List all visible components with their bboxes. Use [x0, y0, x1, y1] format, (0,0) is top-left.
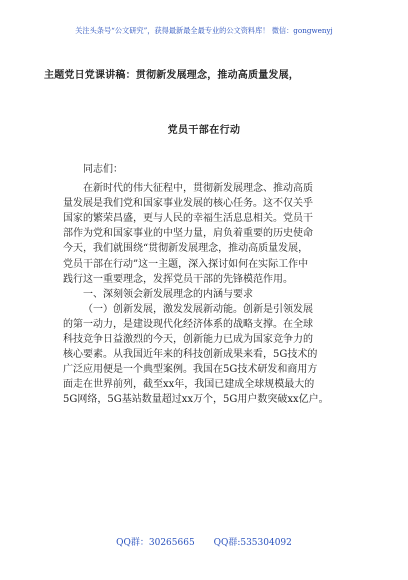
body-line: 核心要素。从我国近年来的科技创新成果来看，5G技术的: [63, 349, 318, 361]
body-line: 面走在世界前列，截至xx年，我国已建成全球规模最大的: [63, 379, 315, 391]
document-title-line1: 主题党日党课讲稿：贯彻新发展理念，推动高质量发展，: [44, 70, 299, 81]
body-line: 5G网络，5G基站数量超过xx万个，5G用户数突破xx亿户。: [63, 394, 329, 406]
body-line: 量发展是我们党和国家事业发展的核心任务。这不仅关乎: [63, 198, 313, 210]
body-line: 践行这一重要理念，发挥党员干部的先锋模范作用。: [63, 273, 293, 285]
body-line: 科技竞争日益激烈的今天，创新能力已成为国家竞争力的: [63, 334, 313, 346]
header-promo-link[interactable]: 关注头条号“公文研究”，获得最新最全最专业的公文资料库！ 微信：gongwenyj: [75, 26, 333, 35]
section-heading: 一、深刻领会新发展理念的内涵与要求: [83, 288, 253, 300]
footer-qq-group-1[interactable]: QQ群：30265665: [116, 538, 195, 548]
body-line: 广泛应用便是一个典型案例。我国在5G技术研发和商用方: [63, 364, 318, 376]
body-line: 的第一动力，是建设现代化经济体系的战略支撑。在全球: [63, 318, 313, 330]
body-line: （一）创新发展，激发发展新动能。创新是引领发展: [83, 303, 313, 315]
footer-qq-group-2[interactable]: QQ群:535304092: [213, 538, 292, 548]
greeting: 同志们：: [83, 164, 123, 175]
body-line: 党员干部在行动”这一主题，深入探讨如何在实际工作中: [63, 258, 309, 270]
body-line: 在新时代的伟大征程中，贯彻新发展理念、推动高质: [83, 183, 313, 195]
body-line: 国家的繁荣昌盛，更与人民的幸福生活息息相关。党员干: [63, 213, 313, 225]
document-title-line2: 党员干部在行动: [167, 125, 241, 136]
footer-contact: [0, 535, 408, 548]
body-line: 今天，我们就围绕“贯彻新发展理念，推动高质量发展，: [63, 243, 309, 255]
document-body: [63, 162, 343, 408]
body-line: 部作为党和国家事业的中坚力量，肩负着重要的历史使命: [63, 228, 313, 240]
